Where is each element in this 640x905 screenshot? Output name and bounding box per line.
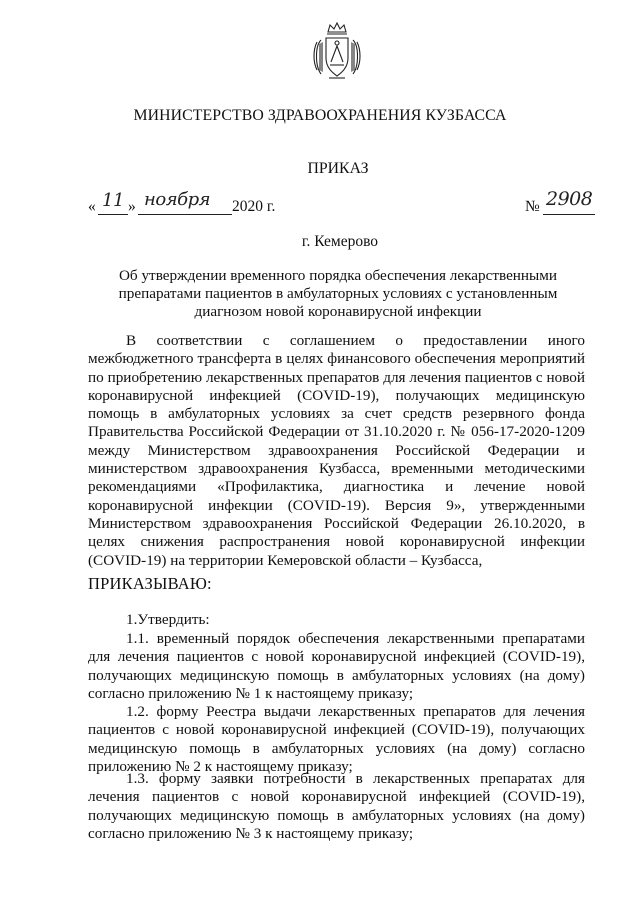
item-1-heading: 1.Утвердить: (126, 611, 210, 628)
city-line: г. Кемерово (301, 233, 379, 250)
date-year: 2020 г. (232, 198, 276, 215)
month-underline (138, 214, 232, 215)
coat-of-arms-icon (311, 22, 363, 82)
item-1-3: 1.3. форму заявки потребности в лекарственных препаратах для лечения пациентов с новой коронавирусной инфекцией (COVID-19), получающих медицинскую помощь в амбулаторных условиях (на дому) согласно приложению № 3 к настоящему приказу; (88, 770, 585, 842)
ministry-name: МИНИСТЕРСТВО ЗДРАВООХРАНЕНИЯ КУЗБАССА (133, 107, 507, 124)
date-close-quote: » (128, 198, 136, 215)
order-directive-word: ПРИКАЗЫВАЮ: (88, 574, 212, 593)
handwritten-month: ноября (144, 189, 211, 210)
item-1-1: 1.1. временный порядок обеспечения лекарственными препаратами для лечения пациентов с новой коронавирусной инфекцией (COVID-19), получающих медицинскую помощь в амбулаторных условиях (на дому) согласно приложению № 1 к настоящему приказу; (88, 630, 585, 702)
date-number-line (88, 188, 598, 222)
handwritten-day: 11 (102, 190, 124, 211)
preamble-paragraph: В соответствии с соглашением о предоставлении иного межбюджетного трансферта в целях финансового обеспечения мероприятий по приобретению лекарственных препаратов для лечения пациентов с новой коронавирусной инфекцией (COVID-19), получающих медицинскую помощь в амбулаторных условиях за счет средств резервного фонда Правительства Российской Федерации от 31.10.2020 г. № 056-17-2020-1209 между Министерством здравоохранения Российской Федерации и министерством здравоохранения Кузбасса, временными методическими рекомендациями «Профилактика, диагностика и лечение новой коронавирусной инфекции (COVID-19). Версия 9», утвержденными Министерством здравоохранения Российской Федерации 26.10.2020, в целях снижения распространения новой коронавирусной инфекции (COVID-19) на территории Кемеровской области – Кузбасса, (88, 332, 585, 569)
handwritten-number: 2908 (546, 188, 593, 210)
item-1-2: 1.2. форму Реестра выдачи лекарственных препаратов для лечения пациентов с новой коронавирусной инфекцией (COVID-19), получающих медицинскую помощь в амбулаторных условиях (на дому) согласно приложению № 2 к настоящему приказу; (88, 703, 585, 775)
order-subject: Об утверждении временного порядка обеспечения лекарственными препаратами пациентов в амбулаторных условиях с установленным диагнозом новой коронавирусной инфекции (118, 267, 558, 321)
document-type-title: ПРИКАЗ (307, 160, 369, 177)
number-underline (543, 214, 595, 215)
date-open-quote: « (88, 198, 96, 215)
day-underline (98, 214, 128, 215)
number-sign: № (525, 198, 540, 215)
